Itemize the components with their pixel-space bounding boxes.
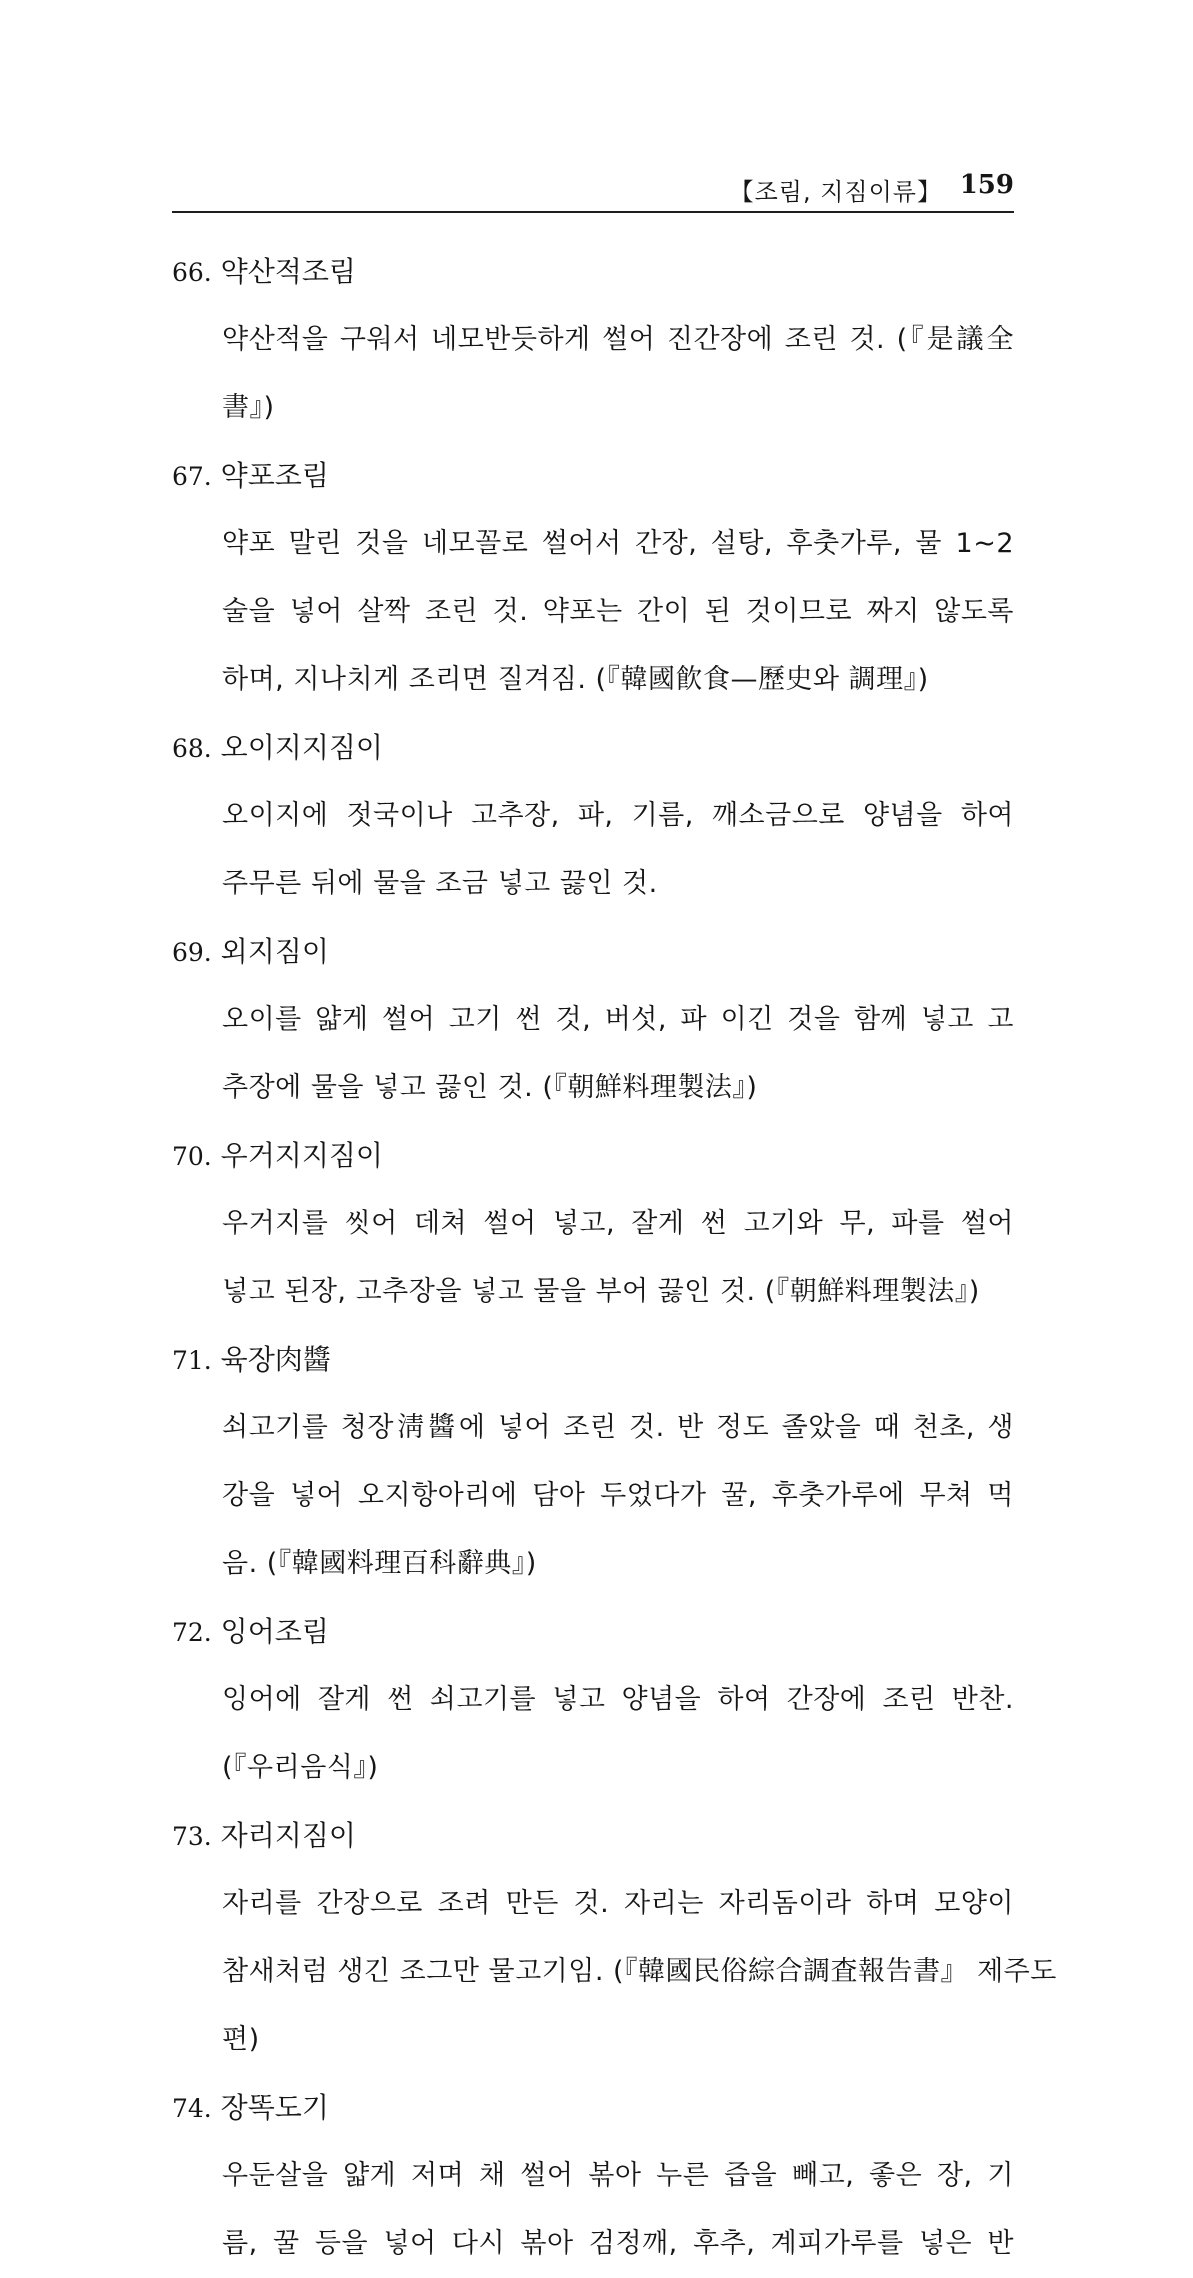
entry-heading: [172, 1326, 1014, 1394]
entry-body: [222, 986, 1014, 1122]
entry-heading: [172, 2074, 1014, 2142]
entry: [172, 1802, 1057, 2074]
page-number: 159: [959, 170, 1014, 200]
section-title: 【조림, 지짐이류】: [729, 178, 942, 206]
entry-body: [222, 1394, 1014, 1598]
entry-heading: [172, 918, 1014, 986]
running-header: [172, 168, 1014, 210]
header-rule: [172, 211, 1014, 213]
entry-text-line: 약산적을 구워서 네모반듯하게 썰어 진간장에 조린 것. (『是議全: [222, 324, 1014, 355]
entry-heading: [172, 1598, 1014, 1666]
entry-text-line: 넣고 된장, 고추장을 넣고 물을 부어 끓인 것. (『朝鮮料理製法』): [222, 1276, 980, 1307]
entry-title: 장똑도기: [220, 2091, 329, 2124]
entry-title: 육장肉醬: [220, 1343, 331, 1376]
entry-list: [172, 238, 1057, 2278]
entry-number: 67.: [172, 462, 212, 491]
entry: [172, 238, 1014, 442]
entry-body: [222, 1190, 1014, 1326]
entry: [172, 1598, 1014, 1802]
entry-text-line: 음. (『韓國料理百科辭典』): [222, 1548, 537, 1579]
entry-body: [222, 2142, 1014, 2278]
entry: [172, 714, 1014, 918]
entry-text-line: 書』): [222, 392, 275, 423]
entry-text-line: 오이지에 젓국이나 고추장, 파, 기름, 깨소금으로 양념을 하여: [222, 800, 1014, 831]
entry-title: 우거지지짐이: [220, 1139, 383, 1172]
entry-text-line: 름, 꿀 등을 넣어 다시 볶아 검정깨, 후추, 계피가루를 넣은 반: [222, 2228, 1014, 2259]
entry: [172, 2074, 1014, 2278]
entry-text-line: 술을 넣어 살짝 조린 것. 약포는 간이 된 것이므로 짜지 않도록: [222, 596, 1014, 627]
entry-text-line: 자리를 간장으로 조려 만든 것. 자리는 자리돔이라 하며 모양이: [222, 1888, 1014, 1919]
entry-title: 약산적조림: [220, 255, 356, 288]
entry-text-line: 약포 말린 것을 네모꼴로 썰어서 간장, 설탕, 후춧가루, 물 1∼2: [222, 528, 1014, 559]
entry-text-line: 하며, 지나치게 조리면 질겨짐. (『韓國飮食—歷史와 調理』): [222, 664, 929, 695]
entry-text-line: 우둔살을 얇게 저며 채 썰어 볶아 누른 즙을 빼고, 좋은 장, 기: [222, 2160, 1014, 2191]
entry-heading: [172, 442, 1014, 510]
entry-text-line: 주무른 뒤에 물을 조금 넣고 끓인 것.: [222, 868, 658, 899]
entry-number: 66.: [172, 258, 212, 287]
entry-title: 잉어조림: [220, 1615, 329, 1648]
entry-text-line: 잉어에 잘게 썬 쇠고기를 넣고 양념을 하여 간장에 조린 반찬.: [222, 1684, 1014, 1715]
entry: [172, 442, 1014, 714]
entry-number: 71.: [172, 1346, 212, 1375]
entry-heading: [172, 1122, 1014, 1190]
entry: [172, 1326, 1014, 1598]
entry-text-line: (『우리음식』): [222, 1752, 379, 1783]
entry-heading: [172, 1802, 1014, 1870]
entry-body: [222, 306, 1014, 442]
entry-number: 74.: [172, 2094, 212, 2123]
entry-text-line: 우거지를 씻어 데쳐 썰어 넣고, 잘게 썬 고기와 무, 파를 썰어: [222, 1208, 1014, 1239]
entry-number: 69.: [172, 938, 212, 967]
entry-text-line: 오이를 얇게 썰어 고기 썬 것, 버섯, 파 이긴 것을 함께 넣고 고: [222, 1004, 1014, 1035]
entry-title: 오이지지짐이: [220, 731, 383, 764]
entry-heading: [172, 714, 1014, 782]
entry-text-line: 참새처럼 생긴 조그만 물고기임. (『韓國民俗綜合調査報告書』 제주도: [222, 1956, 1057, 1987]
entry: [172, 1122, 1014, 1326]
entry-text-line: 추장에 물을 넣고 끓인 것. (『朝鮮料理製法』): [222, 1072, 758, 1103]
entry-title: 자리지짐이: [220, 1819, 356, 1852]
entry: [172, 918, 1014, 1122]
entry-body: [222, 782, 1014, 918]
entry-text-line: 강을 넣어 오지항아리에 담아 두었다가 꿀, 후춧가루에 무쳐 먹: [222, 1480, 1014, 1511]
entry-title: 약포조림: [220, 459, 329, 492]
entry-body: [222, 510, 1014, 714]
entry-heading: [172, 238, 1014, 306]
entry-text-line: 편): [222, 2024, 260, 2055]
entry-body: [222, 1666, 1014, 1802]
entry-text-line: 쇠고기를 청장淸醬에 넣어 조린 것. 반 정도 졸았을 때 천초, 생: [222, 1412, 1014, 1443]
entry-number: 72.: [172, 1618, 212, 1647]
entry-title: 외지짐이: [220, 935, 329, 968]
entry-body: [222, 1870, 1057, 2074]
entry-number: 68.: [172, 734, 212, 763]
entry-number: 70.: [172, 1142, 212, 1171]
entry-number: 73.: [172, 1822, 212, 1851]
